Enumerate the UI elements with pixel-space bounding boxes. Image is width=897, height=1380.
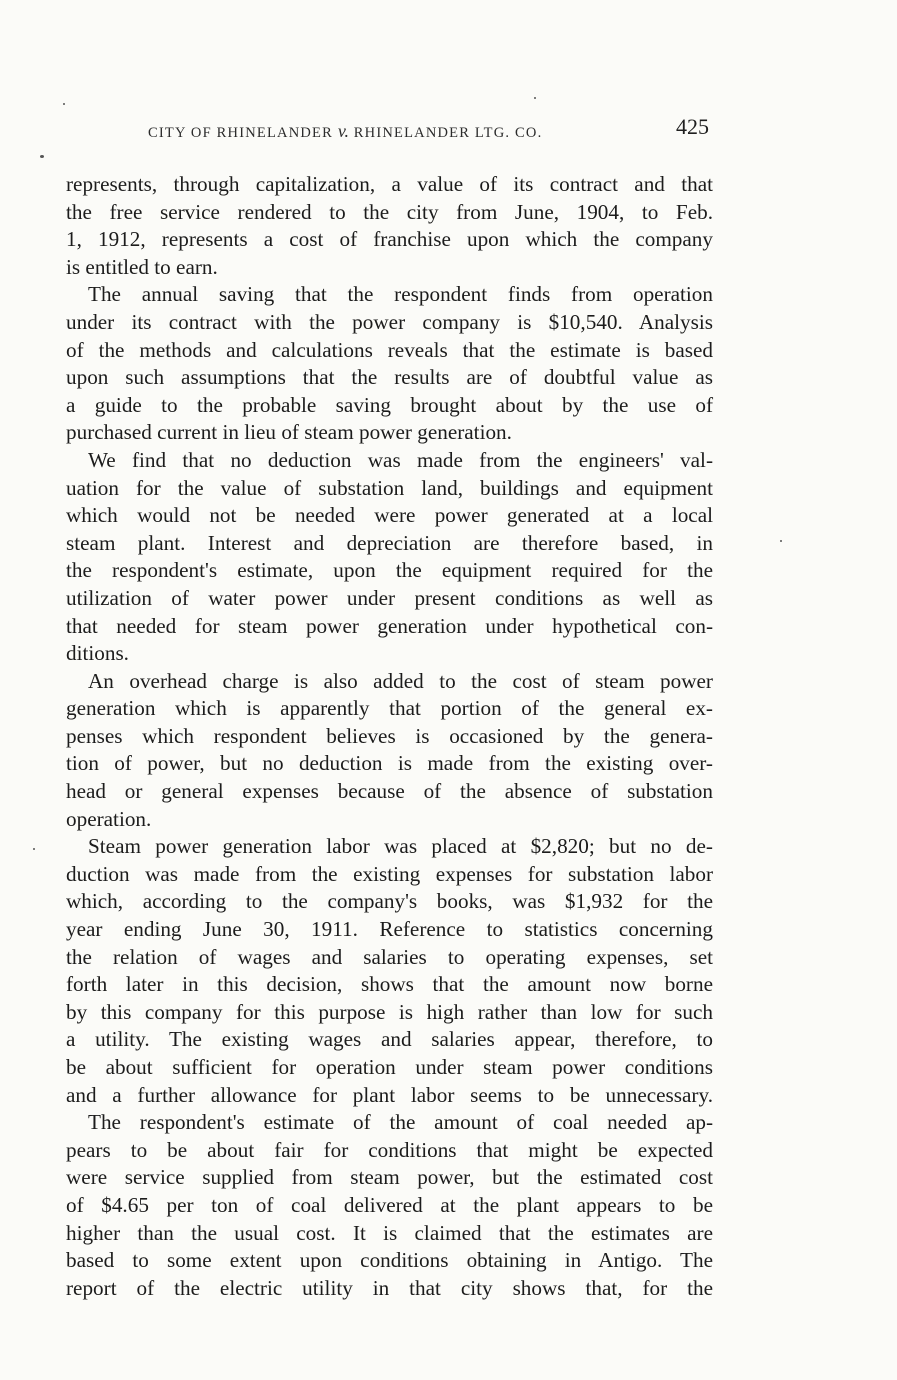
- text-line: that needed for steam power generation under hypothetical con-: [66, 613, 713, 638]
- text-line: We find that no deduction was made from the engineers' val-: [88, 447, 713, 472]
- running-head-plaintiff: CITY OF RHINELANDER: [148, 125, 338, 141]
- text-line: higher than the usual cost. It is claimed that the estimates are: [66, 1220, 713, 1245]
- text-line: The respondent's estimate of the amount of coal needed ap-: [88, 1110, 713, 1135]
- text-line: The annual saving that the respondent finds from operation: [88, 282, 713, 307]
- text-line: penses which respondent believes is occasioned by the genera-: [66, 723, 713, 748]
- text-line: the free service rendered to the city from June, 1904, to Feb.: [66, 199, 713, 224]
- text-line: generation which is apparently that portion of the general ex-: [66, 696, 713, 721]
- running-head-defendant: RHINELANDER LTG. CO.: [348, 125, 543, 141]
- text-line: tion of power, but no deduction is made from the existing over-: [66, 751, 713, 776]
- running-head: [148, 121, 542, 142]
- text-line: pears to be about fair for conditions that might be expected: [66, 1137, 713, 1162]
- text-line: be about sufficient for operation under steam power conditions: [66, 1055, 713, 1079]
- text-line: based to some extent upon conditions obtaining in Antigo. The: [66, 1248, 713, 1273]
- text-line: Steam power generation labor was placed at $2,820; but no de-: [88, 834, 713, 859]
- scan-speck: [33, 848, 35, 850]
- text-line: operation.: [66, 806, 152, 831]
- text-line: forth later in this decision, shows that the amount now borne: [66, 972, 713, 997]
- text-line: were service supplied from steam power, but the estimated cost: [66, 1165, 713, 1190]
- text-line: represents, through capitalization, a value of its contract and that: [66, 172, 713, 196]
- text-line: and a further allowance for plant labor seems to be unnecessary.: [66, 1082, 713, 1107]
- text-line: a guide to the probable saving brought about by the use of: [66, 392, 713, 417]
- text-line: a utility. The existing wages and salaries appear, therefore, to: [66, 1027, 713, 1052]
- scan-speck: [534, 97, 536, 99]
- text-line: is entitled to earn.: [66, 254, 218, 279]
- body-text: [66, 171, 713, 1302]
- text-line: of $4.65 per ton of coal delivered at the plant appears to be: [66, 1192, 713, 1217]
- text-line: upon such assumptions that the results are of doubtful value as: [66, 365, 713, 390]
- text-line: purchased current in lieu of steam power generation.: [66, 420, 512, 445]
- text-line: by this company for this purpose is high rather than low for such: [66, 999, 713, 1024]
- text-line: which would not be needed were power generated at a local: [66, 503, 713, 528]
- text-line: the respondent's estimate, upon the equipment required for the: [66, 558, 713, 583]
- text-line: duction was made from the existing expenses for substation labor: [66, 861, 713, 886]
- text-line: which, according to the company's books, was $1,932 for the: [66, 889, 713, 914]
- scan-speck: [780, 540, 782, 542]
- scan-speck: [40, 155, 44, 158]
- page-number: 425: [676, 114, 709, 139]
- text-line: head or general expenses because of the absence of substation: [66, 779, 713, 804]
- text-line: the relation of wages and salaries to operating expenses, set: [66, 944, 713, 969]
- text-line: under its contract with the power company is $10,540. Analysis: [66, 309, 713, 334]
- text-line: uation for the value of substation land, buildings and equipment: [66, 475, 713, 500]
- page-header: [148, 114, 713, 145]
- text-line: steam plant. Interest and depreciation are therefore based, in: [66, 530, 713, 555]
- text-line: An overhead charge is also added to the cost of steam power: [88, 668, 713, 693]
- scan-speck: [63, 103, 65, 105]
- text-line: 1, 1912, represents a cost of franchise upon which the company: [66, 227, 713, 252]
- text-line: utilization of water power under present conditions as well as: [66, 585, 713, 610]
- text-line: of the methods and calculations reveals that the estimate is based: [66, 337, 713, 362]
- text-line: year ending June 30, 1911. Reference to statistics concerning: [66, 917, 713, 942]
- text-line: ditions.: [66, 641, 129, 666]
- running-head-versus: v.: [337, 121, 349, 141]
- text-line: report of the electric utility in that city shows that, for the: [66, 1275, 713, 1300]
